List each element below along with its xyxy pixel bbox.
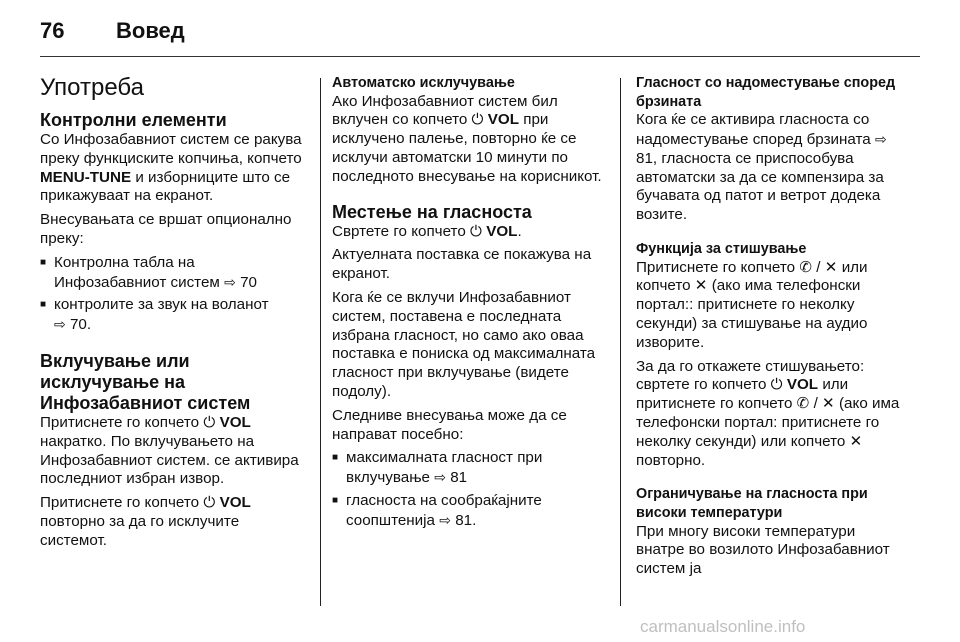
- page-number: 76: [40, 18, 65, 43]
- paragraph: Со Инфозабавниот систем се ракува преку функциските копчиња, копчето MENU-TUNE и изборниците што се прикажуваат на екранот.: [40, 131, 302, 205]
- paragraph: Ако Инфозабавниот систем бил вклучен со копчето ⏻ VOL при исклучено палење, повторно ќе се исклучи автоматски 10 минути по последното внесување на корисникот.: [332, 92, 602, 185]
- page-ref-link[interactable]: 70: [240, 273, 257, 291]
- page-ref-arrow-icon: ⇨: [224, 273, 236, 290]
- heading-auto-off: Автоматско исклучување: [332, 75, 515, 91]
- paragraph: Притиснете го копчето ⏻ VOL повторно за да го исклучите системот.: [40, 494, 251, 549]
- spacer: [636, 230, 906, 240]
- bullet-list: [40, 254, 308, 335]
- heading-controls: Контролни елементи: [40, 110, 227, 130]
- heading-mute: Функција за стишување: [636, 240, 807, 257]
- paragraph: Актуелната поставка се покажува на екранот.: [332, 246, 592, 283]
- page-ref-link[interactable]: 70.: [69, 316, 92, 334]
- paragraph: Притиснете го копчето ✆ / ✕ или копчето ✕ (ако има телефонски портал:: притиснете го неколку секунди) за стишување на аудио изворите.: [636, 258, 868, 351]
- power-icon: ⏻: [471, 111, 488, 129]
- phone-icon: ✆: [796, 395, 810, 413]
- chapter-title: Вовед: [116, 18, 185, 43]
- power-icon: ⏻: [470, 222, 487, 240]
- column-divider-2: [620, 78, 621, 606]
- heading-volume: Местење на гласноста: [332, 201, 532, 222]
- mute-icon: ✕: [849, 432, 863, 450]
- power-icon: ⏻: [203, 494, 220, 512]
- spacer: [636, 475, 906, 485]
- spacer: [40, 341, 308, 351]
- section-title: Употреба: [40, 74, 144, 101]
- paragraph: Кога ќе се вклучи Инфозабавниот систем, поставена е последната избрана гласност, но само ако оваа поставка е пониска од максималната гласност при вклучување (видете подолу).: [332, 288, 596, 400]
- list-item: ■ гласноста на сообраќајните соопштенија ⇨ 81.: [332, 492, 604, 531]
- spacer: [332, 192, 604, 202]
- heading-power: Вклучување или исклучување на Инфозабавниот систем: [40, 350, 251, 413]
- column-divider-1: [320, 78, 321, 606]
- page-ref-arrow-icon: ⇨: [439, 511, 451, 528]
- page-ref-arrow-icon: ⇨: [434, 469, 446, 486]
- bullet-list: [332, 449, 604, 530]
- page-ref-link[interactable]: 81: [636, 149, 653, 167]
- column-3: [636, 74, 906, 584]
- list-item: ■ Контролна табла на Инфозабавниот систем ⇨ 70: [40, 254, 308, 293]
- column-2: [332, 74, 604, 537]
- page-ref-arrow-icon: ⇨: [54, 316, 66, 333]
- page-ref-link[interactable]: 81: [450, 469, 468, 487]
- paragraph: При многу високи температури внатре во возилото Инфозабавниот систем ја: [636, 522, 890, 578]
- power-icon: ⏻: [203, 413, 220, 431]
- header-rule: [40, 56, 920, 57]
- paragraph: Следниве внесувања може да се направат посебно:: [332, 406, 567, 443]
- paragraph: Кога ќе се активира гласноста со надоместување според брзината ⇨ 81, гласноста се приспособува автоматски за да се компензира за бучавата од патот и ветрот додека возите.: [636, 111, 887, 224]
- page-ref-arrow-icon: ⇨: [874, 130, 887, 147]
- list-item: ■ контролите за звук на воланот ⇨ 70.: [40, 296, 308, 335]
- watermark: carmanualsonline.info: [640, 617, 806, 636]
- paragraph: Притиснете го копчето ⏻ VOL накратко. По вклучувањето на Инфозабавниот систем. се активира последниот избран извор.: [40, 413, 299, 488]
- paragraph: За да го откажете стишувањето: свртете го копчето ⏻ VOL или притиснете го копчето ✆ / ✕ (ако има телефонски портал: притиснете го неколку секунди) или копчето ✕ повторно.: [636, 357, 900, 469]
- list-item: ■ максималната гласност при вклучување ⇨ 81: [332, 449, 604, 488]
- paragraph: Свртете го копчето ⏻ VOL.: [332, 222, 522, 240]
- mute-icon: ✕: [824, 258, 838, 276]
- power-icon: ⏻: [770, 376, 787, 394]
- mute-icon: ✕: [822, 395, 835, 413]
- phone-icon: ✆: [799, 258, 813, 276]
- column-1: [40, 74, 308, 556]
- paragraph: Внесувањата се вршат опционално преку:: [40, 211, 292, 247]
- mute-icon: ✕: [694, 277, 708, 295]
- page-ref-link[interactable]: 81.: [455, 511, 477, 529]
- heading-temp-limit: Ограничување на гласноста при високи температури: [636, 486, 868, 521]
- heading-speed-volume: Гласност со надоместување според брзината: [636, 75, 896, 110]
